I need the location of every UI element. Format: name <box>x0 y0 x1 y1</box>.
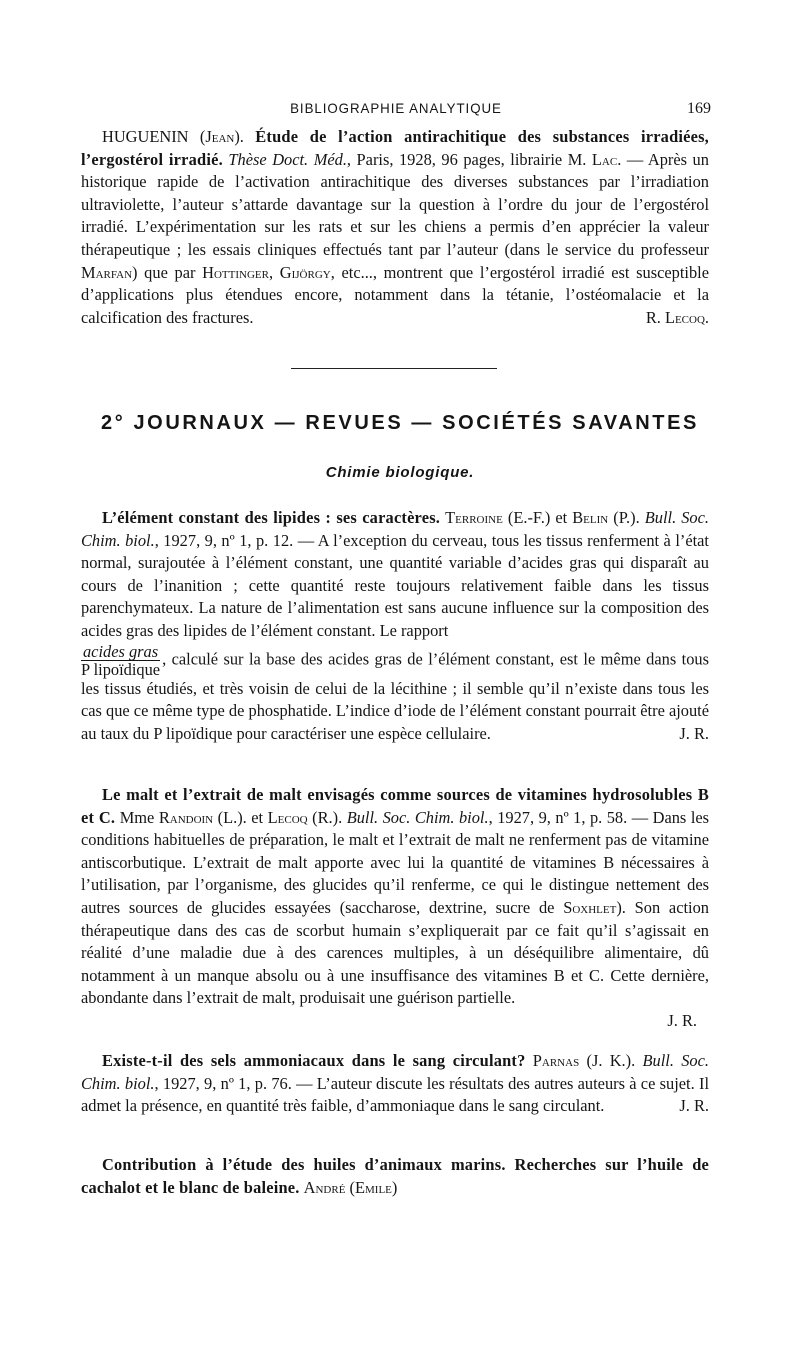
page-number: 169 <box>687 100 711 117</box>
entry-parnas <box>81 1050 709 1118</box>
entry-body: — A l’exception du cerveau, tous les tissus renferment à l’état normal, surajoutée à l’élément constant, une quantité variable d’acides gras qui disparaît au cours de l’inanition ; cette quantité reste toujours relativement faible dans les tissus parenchymateux. La nature de l’alimentation est sans aucune influence sur la composition des acides gras des lipides de l’élément constant. Le rapport <box>81 530 709 640</box>
entry-paragraph <box>81 643 709 746</box>
entry-author: Lecoq <box>267 807 308 827</box>
header-title: BIBLIOGRAPHIE ANALYTIQUE <box>290 100 502 116</box>
entry-author: Parnas <box>532 1051 580 1070</box>
entry-author: André <box>303 1177 346 1197</box>
entry-signature: J. R. <box>679 1096 709 1116</box>
entry-title: Étude de l’action antirachitique des substances irradiées, l’ergostérol irradié. <box>81 127 709 169</box>
entry-paragraph <box>81 126 709 329</box>
entry-body: — L’auteur discute les résultats des autres auteurs à ce sujet. Il admet la présence, en quantité très faible, d’ammoniaque dans le sang circulant. <box>81 1073 709 1116</box>
entry-details: , 1927, 9, nº 1, p. 76. <box>154 1073 292 1093</box>
entry-body: — Dans les conditions habituelles de préparation, le malt et l’extrait de malt ne renferment pas de vitamine antiscorbutique. L’extrait de malt apporte avec lui la quantité de vitamines B nécessaires à l’utilisation, par l’organisme, des glucides qu’il renferme, ce qui le distingue nettement des autres sources de glucides essayées (saccharose, dextrine, sucre de <box>81 807 710 917</box>
entry-journal: Thèse Doct. Méd. <box>228 149 347 169</box>
entry-terroine <box>81 507 709 745</box>
entry-author-init: (J. K.). <box>586 1051 636 1070</box>
fraction <box>81 643 160 678</box>
entry-publisher: Lac. <box>591 149 622 169</box>
fraction-denominator: P lipoïdique <box>81 659 161 679</box>
entry-name: Hottinger, Gijörgy <box>202 262 331 282</box>
entry-author: Terroine <box>445 508 503 527</box>
section-subheading: Chimie biologique. <box>325 464 475 481</box>
fraction-numerator: acides gras <box>82 641 159 661</box>
entry-author: Randoin <box>158 807 214 827</box>
entry-signature: J. R. <box>667 1010 697 1030</box>
entry-paragraph <box>81 1050 709 1118</box>
entry-journal: Bull. Soc. Chim. biol. <box>81 1051 709 1093</box>
entry-paragraph <box>81 507 709 643</box>
entry-author-init: (L.). et <box>217 807 264 827</box>
entry-details: , Paris, 1928, 96 pages, librairie M. <box>346 149 587 169</box>
entry-journal: Bull. Soc. Chim. biol. <box>81 508 709 550</box>
entry-signature: J. R. <box>679 723 709 743</box>
entry-name: Marfan <box>81 262 133 282</box>
entry-author: HUGUENIN <box>102 127 189 146</box>
entry-title: Le malt et l’extrait de malt envisagés comme sources de vitamines hydrosolubles B et C. <box>81 785 709 827</box>
entry-title: L’élément constant des lipides : ses caractères. <box>102 508 441 527</box>
entry-details: , 1927, 9, nº 1, p. 58. <box>488 807 628 827</box>
entry-author-first: (Emile) <box>349 1177 398 1197</box>
entry-body: ). Son action thérapeutique dans des cas de scorbut humain s’expliquerait par ce fait qu’il s’agissait en réalité d’une maladie due à des carences multiples, à un déséquilibre alimentaire, dû notamment à un manque absolu ou à une insuffisance des vitamines B et C. Cette dernière, abondante dans l’extrait de malt, produisait une guérison partielle. <box>81 897 709 1008</box>
entry-author-init: (R.). <box>312 807 343 827</box>
entry-body: , etc..., montrent que l’ergostérol irradié est susceptible d’applications plus étendues encore, notamment dans la tétanie, l’ostéomalacie et la calcification des fractures. <box>81 262 709 327</box>
entry-journal: Bull. Soc. Chim. biol. <box>346 807 489 827</box>
entry-title: Contribution à l’étude des huiles d’animaux marins. Recherches sur l’huile de cachalot et le blanc de baleine. <box>81 1155 709 1197</box>
entry-body: ) que par <box>132 262 196 282</box>
entry-title: Existe-t-il des sels ammoniacaux dans le sang circulant? <box>102 1051 526 1070</box>
entry-huguenin <box>81 126 709 329</box>
entry-paragraph <box>81 1154 709 1199</box>
section-heading: 2° JOURNAUX — REVUES — SOCIÉTÉS SAVANTES <box>100 412 699 434</box>
entry-andre <box>81 1154 709 1199</box>
entry-author-prefix: Mme <box>119 807 155 827</box>
running-header <box>81 100 711 120</box>
entry-details: , 1927, 9, nº 1, p. 12. <box>154 530 294 550</box>
entry-author-init: (E.-F.) et <box>507 508 568 527</box>
section-divider <box>291 368 497 369</box>
entry-body: , calculé sur la base des acides gras de l’élément constant, est le même dans tous les tissus étudiés, et très voisin de celui de la lécithine ; il semble qu’il n’existe dans tous les cas que ce même type de phosphatide. L’indice d’iode de l’élément constant pourrait être ajouté au taux du P lipoïdique pour caractériser une espèce cellulaire. <box>81 648 709 743</box>
entry-randoin <box>81 784 709 1033</box>
entry-author-first: (Jean). <box>199 127 244 146</box>
entry-paragraph <box>81 784 709 1010</box>
entry-author-init: (P.). <box>613 508 640 527</box>
entry-body: — Après un historique rapide de l’activation antirachitique des diverses substances par l’irradiation ultraviolette, l’auteur s’attarde davantage sur la question à l’ordre du jour de l’ergostérol irradié. L’expérimentation sur les rats et sur les chiens a permis d’en apprécier la valeur thérapeutique ; les essais cliniques effectués tant par l’auteur (dans le service du professeur <box>81 149 709 259</box>
entry-signature: R. Lecoq. <box>645 307 709 327</box>
entry-author: Belin <box>572 508 609 527</box>
entry-name: Soxhlet <box>563 897 617 917</box>
